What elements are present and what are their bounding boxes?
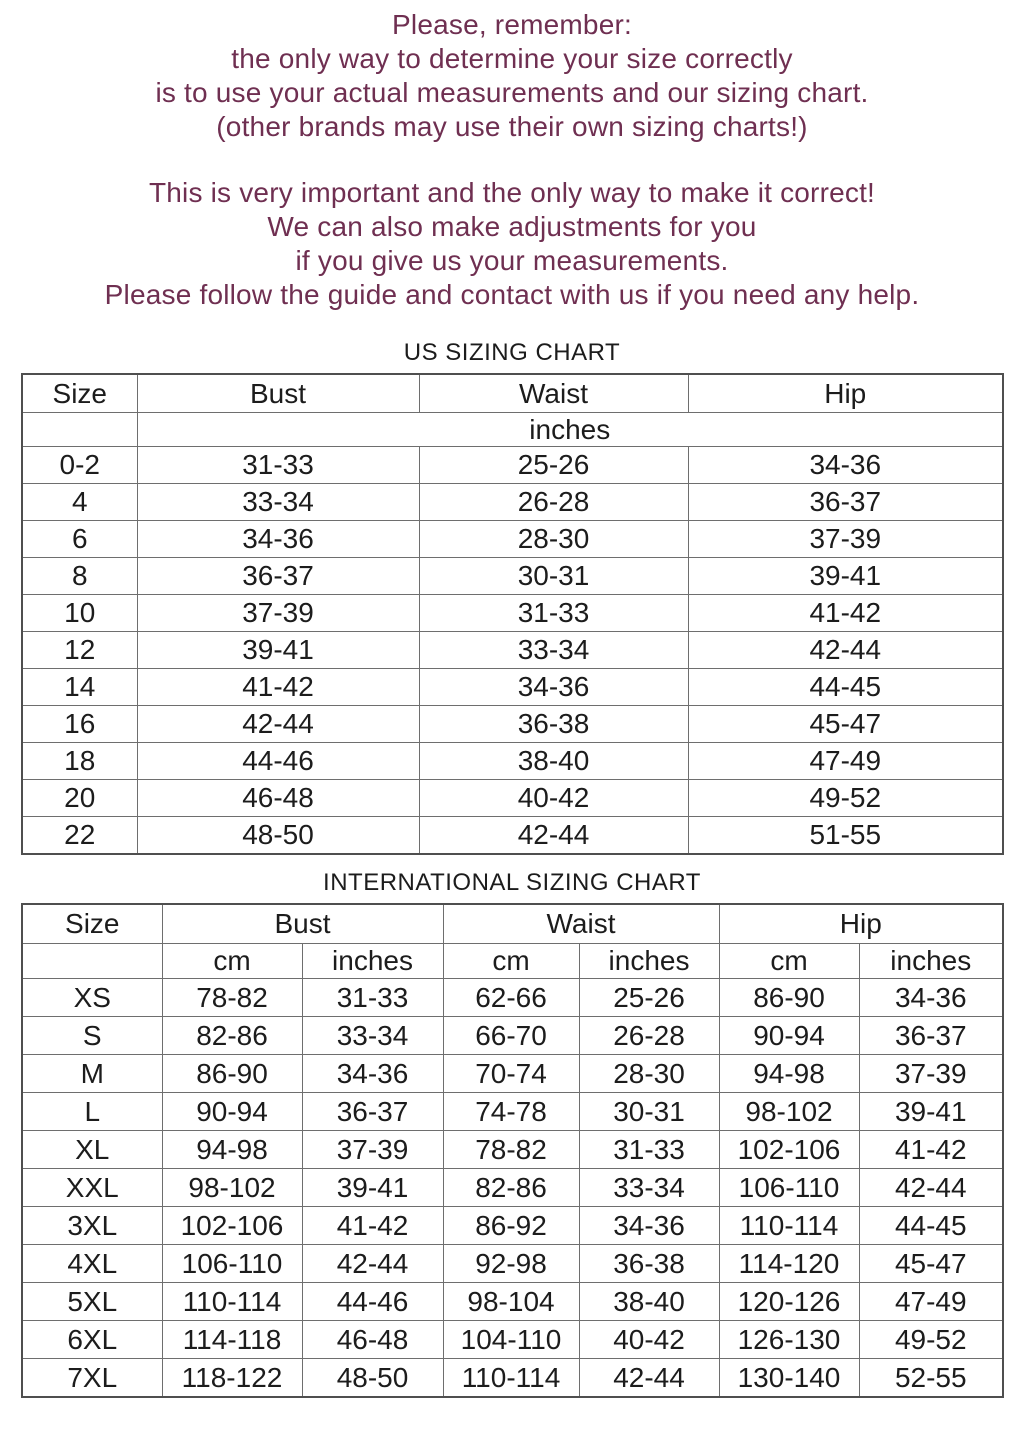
bust-in-cell: 42-44 xyxy=(302,1245,443,1283)
size-cell: 22 xyxy=(22,817,137,855)
unit-label-inches: inches xyxy=(859,944,1003,979)
hip-cell: 49-52 xyxy=(688,780,1003,817)
size-cell: 3XL xyxy=(22,1207,162,1245)
size-cell: 5XL xyxy=(22,1283,162,1321)
hip-cell: 42-44 xyxy=(688,632,1003,669)
bust-in-cell: 46-48 xyxy=(302,1321,443,1359)
hip-cm-cell: 106-110 xyxy=(719,1169,859,1207)
waist-cell: 36-38 xyxy=(419,706,688,743)
hip-in-cell: 47-49 xyxy=(859,1283,1003,1321)
table-row xyxy=(22,1283,1003,1321)
hip-cm-cell: 86-90 xyxy=(719,979,859,1017)
unit-label-cm: cm xyxy=(162,944,302,979)
bust-cell: 46-48 xyxy=(137,780,419,817)
table-row xyxy=(22,558,1003,595)
bust-in-cell: 33-34 xyxy=(302,1017,443,1055)
waist-in-cell: 34-36 xyxy=(579,1207,719,1245)
bust-cell: 44-46 xyxy=(137,743,419,780)
waist-in-cell: 28-30 xyxy=(579,1055,719,1093)
us-header-row xyxy=(22,374,1003,413)
waist-cm-cell: 70-74 xyxy=(443,1055,579,1093)
intro-line: This is very important and the only way to make it correct! xyxy=(148,177,876,208)
hip-in-cell: 39-41 xyxy=(859,1093,1003,1131)
size-cell: 14 xyxy=(22,669,137,706)
unit-label-inches: inches xyxy=(137,413,1003,447)
hip-cm-cell: 98-102 xyxy=(719,1093,859,1131)
size-cell: 6XL xyxy=(22,1321,162,1359)
table-row xyxy=(22,743,1003,780)
hip-cell: 34-36 xyxy=(688,447,1003,484)
waist-in-cell: 31-33 xyxy=(579,1131,719,1169)
size-cell: 4XL xyxy=(22,1245,162,1283)
us-unit-row xyxy=(22,413,1003,447)
unit-label-cm: cm xyxy=(443,944,579,979)
bust-in-cell: 37-39 xyxy=(302,1131,443,1169)
us-chart-title: US SIZING CHART xyxy=(403,339,621,366)
waist-in-cell: 25-26 xyxy=(579,979,719,1017)
table-row xyxy=(22,780,1003,817)
hip-cm-cell: 110-114 xyxy=(719,1207,859,1245)
size-cell: XXL xyxy=(22,1169,162,1207)
intl-unit-row xyxy=(22,944,1003,979)
bust-in-cell: 39-41 xyxy=(302,1169,443,1207)
table-row xyxy=(22,1359,1003,1398)
intro-line: Please, remember: xyxy=(392,9,632,40)
waist-in-cell: 30-31 xyxy=(579,1093,719,1131)
bust-cell: 39-41 xyxy=(137,632,419,669)
bust-in-cell: 31-33 xyxy=(302,979,443,1017)
waist-cm-cell: 62-66 xyxy=(443,979,579,1017)
bust-in-cell: 36-37 xyxy=(302,1093,443,1131)
bust-cell: 41-42 xyxy=(137,669,419,706)
hip-cm-cell: 94-98 xyxy=(719,1055,859,1093)
intro-paragraph-1 xyxy=(0,8,1024,144)
size-cell: 7XL xyxy=(22,1359,162,1398)
waist-cm-cell: 66-70 xyxy=(443,1017,579,1055)
intro-line: (other brands may use their own sizing charts!) xyxy=(216,111,808,142)
bust-cell: 34-36 xyxy=(137,521,419,558)
bust-cell: 42-44 xyxy=(137,706,419,743)
bust-cm-cell: 110-114 xyxy=(162,1283,302,1321)
bust-cm-cell: 114-118 xyxy=(162,1321,302,1359)
hip-in-cell: 49-52 xyxy=(859,1321,1003,1359)
waist-cell: 30-31 xyxy=(419,558,688,595)
column-header-size: Size xyxy=(22,374,137,413)
unit-label-inches: inches xyxy=(302,944,443,979)
size-cell: XL xyxy=(22,1131,162,1169)
table-row xyxy=(22,595,1003,632)
table-row xyxy=(22,447,1003,484)
hip-cm-cell: 102-106 xyxy=(719,1131,859,1169)
intro-line: We can also make adjustments for you xyxy=(267,211,757,242)
bust-cm-cell: 90-94 xyxy=(162,1093,302,1131)
waist-cell: 28-30 xyxy=(419,521,688,558)
size-cell: 6 xyxy=(22,521,137,558)
table-row xyxy=(22,669,1003,706)
size-cell: 16 xyxy=(22,706,137,743)
hip-in-cell: 36-37 xyxy=(859,1017,1003,1055)
column-header-bust: Bust xyxy=(137,374,419,413)
empty-cell xyxy=(22,944,162,979)
size-cell: 10 xyxy=(22,595,137,632)
bust-in-cell: 44-46 xyxy=(302,1283,443,1321)
waist-cell: 25-26 xyxy=(419,447,688,484)
unit-label-cm: cm xyxy=(719,944,859,979)
waist-cm-cell: 104-110 xyxy=(443,1321,579,1359)
waist-cm-cell: 82-86 xyxy=(443,1169,579,1207)
hip-in-cell: 41-42 xyxy=(859,1131,1003,1169)
hip-cell: 37-39 xyxy=(688,521,1003,558)
intl-sizing-table xyxy=(21,903,1004,1398)
size-cell: 4 xyxy=(22,484,137,521)
waist-cell: 34-36 xyxy=(419,669,688,706)
intl-header-row xyxy=(22,904,1003,944)
table-row xyxy=(22,632,1003,669)
hip-cm-cell: 120-126 xyxy=(719,1283,859,1321)
bust-cm-cell: 78-82 xyxy=(162,979,302,1017)
waist-cm-cell: 98-104 xyxy=(443,1283,579,1321)
hip-in-cell: 37-39 xyxy=(859,1055,1003,1093)
column-header-hip: Hip xyxy=(719,904,1003,944)
bust-cell: 37-39 xyxy=(137,595,419,632)
size-cell: M xyxy=(22,1055,162,1093)
waist-cell: 31-33 xyxy=(419,595,688,632)
hip-in-cell: 44-45 xyxy=(859,1207,1003,1245)
table-row xyxy=(22,521,1003,558)
column-header-waist: Waist xyxy=(419,374,688,413)
hip-cell: 45-47 xyxy=(688,706,1003,743)
bust-cell: 36-37 xyxy=(137,558,419,595)
intro-line: Please follow the guide and contact with us if you need any help. xyxy=(104,279,920,310)
unit-label-inches: inches xyxy=(579,944,719,979)
size-cell: 12 xyxy=(22,632,137,669)
hip-cm-cell: 90-94 xyxy=(719,1017,859,1055)
table-row xyxy=(22,1017,1003,1055)
intl-chart-title: INTERNATIONAL SIZING CHART xyxy=(323,869,701,896)
waist-in-cell: 26-28 xyxy=(579,1017,719,1055)
size-cell: 18 xyxy=(22,743,137,780)
bust-cell: 31-33 xyxy=(137,447,419,484)
waist-in-cell: 36-38 xyxy=(579,1245,719,1283)
waist-in-cell: 38-40 xyxy=(579,1283,719,1321)
size-cell: L xyxy=(22,1093,162,1131)
size-cell: 0-2 xyxy=(22,447,137,484)
waist-cell: 40-42 xyxy=(419,780,688,817)
table-row xyxy=(22,1207,1003,1245)
size-cell: 8 xyxy=(22,558,137,595)
bust-cell: 48-50 xyxy=(137,817,419,855)
table-row xyxy=(22,1321,1003,1359)
bust-in-cell: 48-50 xyxy=(302,1359,443,1398)
column-header-bust: Bust xyxy=(162,904,443,944)
waist-in-cell: 42-44 xyxy=(579,1359,719,1398)
us-sizing-table xyxy=(21,373,1004,855)
hip-cell: 51-55 xyxy=(688,817,1003,855)
hip-cell: 39-41 xyxy=(688,558,1003,595)
waist-cell: 42-44 xyxy=(419,817,688,855)
hip-cell: 47-49 xyxy=(688,743,1003,780)
column-header-size: Size xyxy=(22,904,162,944)
bust-cm-cell: 94-98 xyxy=(162,1131,302,1169)
intro-paragraph-2 xyxy=(0,176,1024,312)
waist-cell: 26-28 xyxy=(419,484,688,521)
size-cell: 20 xyxy=(22,780,137,817)
bust-in-cell: 41-42 xyxy=(302,1207,443,1245)
hip-cell: 41-42 xyxy=(688,595,1003,632)
table-row xyxy=(22,1055,1003,1093)
waist-in-cell: 40-42 xyxy=(579,1321,719,1359)
table-row xyxy=(22,1169,1003,1207)
bust-cm-cell: 102-106 xyxy=(162,1207,302,1245)
bust-cm-cell: 106-110 xyxy=(162,1245,302,1283)
bust-cell: 33-34 xyxy=(137,484,419,521)
bust-cm-cell: 118-122 xyxy=(162,1359,302,1398)
intro-line: is to use your actual measurements and our sizing chart. xyxy=(155,77,869,108)
intro-line: the only way to determine your size correctly xyxy=(231,43,793,74)
table-row xyxy=(22,1131,1003,1169)
hip-cm-cell: 130-140 xyxy=(719,1359,859,1398)
waist-cm-cell: 110-114 xyxy=(443,1359,579,1398)
table-row xyxy=(22,706,1003,743)
bust-cm-cell: 82-86 xyxy=(162,1017,302,1055)
bust-in-cell: 34-36 xyxy=(302,1055,443,1093)
table-row xyxy=(22,979,1003,1017)
waist-cm-cell: 78-82 xyxy=(443,1131,579,1169)
table-row xyxy=(22,817,1003,855)
table-row xyxy=(22,1093,1003,1131)
hip-cell: 36-37 xyxy=(688,484,1003,521)
hip-in-cell: 42-44 xyxy=(859,1169,1003,1207)
hip-cell: 44-45 xyxy=(688,669,1003,706)
waist-cell: 38-40 xyxy=(419,743,688,780)
intro-line: if you give us your measurements. xyxy=(295,245,729,276)
hip-in-cell: 34-36 xyxy=(859,979,1003,1017)
empty-cell xyxy=(22,413,137,447)
hip-cm-cell: 126-130 xyxy=(719,1321,859,1359)
hip-in-cell: 45-47 xyxy=(859,1245,1003,1283)
bust-cm-cell: 86-90 xyxy=(162,1055,302,1093)
intro-text-block xyxy=(0,0,1024,312)
table-row xyxy=(22,484,1003,521)
size-cell: S xyxy=(22,1017,162,1055)
hip-in-cell: 52-55 xyxy=(859,1359,1003,1398)
size-cell: XS xyxy=(22,979,162,1017)
waist-cm-cell: 92-98 xyxy=(443,1245,579,1283)
column-header-waist: Waist xyxy=(443,904,719,944)
column-header-hip: Hip xyxy=(688,374,1003,413)
waist-cm-cell: 86-92 xyxy=(443,1207,579,1245)
waist-cm-cell: 74-78 xyxy=(443,1093,579,1131)
bust-cm-cell: 98-102 xyxy=(162,1169,302,1207)
hip-cm-cell: 114-120 xyxy=(719,1245,859,1283)
waist-in-cell: 33-34 xyxy=(579,1169,719,1207)
waist-cell: 33-34 xyxy=(419,632,688,669)
table-row xyxy=(22,1245,1003,1283)
